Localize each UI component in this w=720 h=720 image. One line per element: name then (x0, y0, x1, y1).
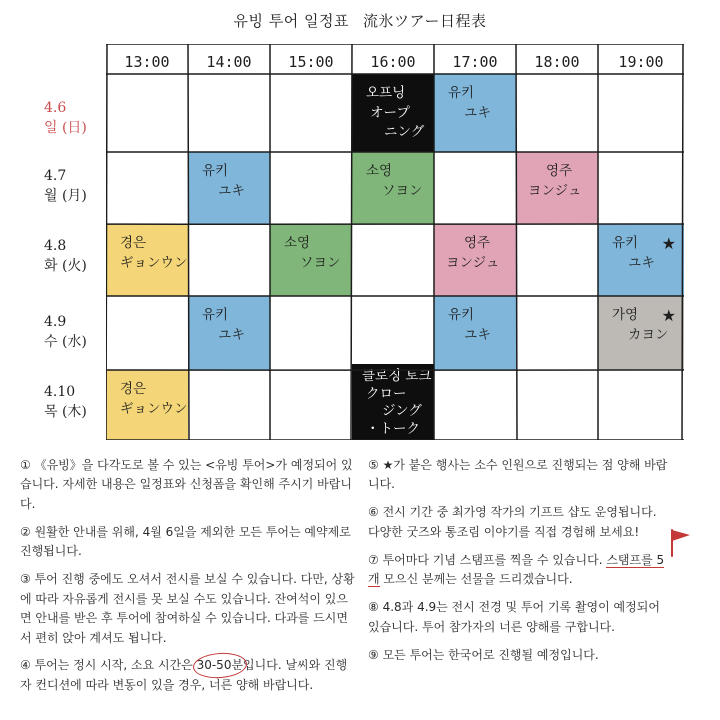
event-ja: ユキ (218, 182, 245, 199)
note-5: ⑤ ★가 붙은 행사는 소수 인원으로 진행되는 점 양해 바랍니다. (368, 458, 668, 492)
stamp-count-underlined: 스탬프를 5개 (368, 552, 665, 587)
star-icon: ★ (661, 234, 676, 253)
event-ja: ジング (382, 403, 422, 420)
event-ko: 클로징 토크 (362, 368, 432, 384)
notes-left (20, 456, 356, 704)
time-header: 14:00 (206, 53, 252, 71)
note-1: ① 《유빙》을 다각도로 볼 수 있는 <유빙 투어>가 예정되어 있습니다. 자세한 내용은 일정표와 신청폼을 확인해 주시기 바랍니다. (20, 458, 353, 511)
row-label-4-7 (44, 166, 104, 207)
event-yuki (188, 296, 270, 370)
event-soyoung (352, 152, 434, 224)
title-japanese: 流氷ツアー日程表 (362, 12, 487, 30)
event-ko: 유키 (202, 307, 229, 323)
event-ko: 오프닝 (366, 85, 406, 101)
event-ko: 유키 (448, 85, 475, 101)
row-label-4-9 (44, 312, 104, 353)
row-date: 4.6 (44, 100, 67, 116)
star-icon: ★ (661, 306, 676, 325)
event-ja: ユキ (628, 254, 655, 271)
event-closing-talk (352, 364, 434, 440)
row-day: 일 (日) (44, 120, 87, 137)
event-yuki (434, 74, 516, 152)
event-soyoung (270, 224, 352, 296)
event-ko: 소영 (366, 163, 393, 179)
event-ja: ユキ (464, 104, 491, 121)
row-date: 4.8 (44, 238, 67, 254)
event-ja: ユキ (464, 326, 491, 343)
event-ko: 영주 (546, 163, 573, 179)
event-ko: 유키 (612, 235, 639, 251)
schedule-grid (106, 44, 684, 440)
note-8: ⑧ 4.8과 4.9는 전시 전경 및 투어 기록 촬영이 예정되어 있습니다. 투어 참가자의 너른 양해를 구합니다. (368, 600, 660, 634)
event-kyungeun (106, 224, 188, 296)
note-3: ③ 투어 진행 중에도 오셔서 전시를 보실 수 있습니다. 다만, 상황에 따라 자유롭게 전시를 못 보실 수도 있습니다. 잔여석이 있으면 안내를 받은 후 투어에 참여하실 수 있습니다. 다과를 드시면서 편히 앉아 계셔도 됩니다. (20, 572, 355, 645)
duration-circled: 30-50분 (197, 656, 243, 675)
row-label-4-10 (44, 382, 104, 423)
event-yuki (188, 152, 270, 224)
event-ja: オープ (370, 104, 410, 121)
time-header: 15:00 (288, 53, 334, 71)
event-ko: 경은 (120, 235, 147, 251)
event-ko: 소영 (284, 235, 311, 251)
row-date: 4.10 (44, 384, 76, 400)
event-ja: ヨンジュ (528, 182, 582, 199)
event-yuki-small-group (598, 224, 684, 296)
page-title (0, 10, 720, 31)
time-header: 18:00 (534, 53, 580, 71)
event-ja: ニング (384, 124, 425, 141)
event-ko: 유키 (448, 307, 475, 323)
title-korean: 유빙 투어 일정표 (233, 12, 349, 30)
event-ja: ギョンウン (120, 254, 188, 271)
note-6: ⑥ 전시 기간 중 최가영 작가의 기프트 샵도 운영됩니다. 다양한 굿즈와 통조림 이야기를 직접 경험해 보세요! (368, 505, 657, 539)
time-header: 17:00 (452, 53, 498, 71)
note-2: ② 원활한 안내를 위해, 4월 6일을 제외한 모든 투어는 예약제로 진행됩니다. (20, 524, 351, 559)
row-day: 화 (火) (44, 258, 87, 275)
event-youngju (516, 152, 598, 224)
event-ja: ヨンジュ (446, 254, 500, 271)
event-ja: ・トーク (366, 420, 420, 437)
time-header: 13:00 (124, 53, 170, 71)
event-gayoung-small-group (598, 296, 684, 370)
event-kyungeun (106, 370, 188, 440)
row-day: 월 (月) (44, 188, 87, 205)
event-ja: カヨン (628, 326, 669, 343)
time-header: 16:00 (370, 53, 416, 71)
row-day: 목 (木) (44, 404, 87, 421)
note-4: ④ 투어는 정시 시작, 소요 시간은 30-50분입니다. 날씨와 진행자 컨디션에 따라 변동이 있을 경우, 너른 양해 바랍니다. (20, 658, 348, 692)
event-ja: ソヨン (382, 182, 423, 199)
notes-right (368, 456, 668, 673)
row-date: 4.7 (44, 168, 67, 184)
time-header: 19:00 (618, 53, 664, 71)
event-ko: 경은 (120, 381, 147, 397)
event-ja: クロー (366, 385, 407, 402)
note-7: ⑦ 투어마다 기념 스탬프를 찍을 수 있습니다. 스탬프를 5개 모으신 분께는 선물을 드리겠습니다. (368, 552, 665, 587)
row-day: 수 (水) (44, 334, 87, 351)
row-label-4-6 (44, 98, 104, 139)
row-date: 4.9 (44, 314, 67, 330)
red-flag-icon (668, 528, 698, 558)
event-ko: 유키 (202, 163, 229, 179)
event-ko: 영주 (464, 235, 491, 251)
event-yuki (434, 296, 516, 370)
event-ja: ギョンウン (120, 400, 188, 417)
event-ko: 가영 (612, 307, 639, 323)
event-ja: ユキ (218, 326, 245, 343)
note-9: ⑨ 모든 투어는 한국어로 진행될 예정입니다. (368, 647, 599, 662)
event-opening (352, 74, 434, 152)
row-label-4-8 (44, 236, 104, 277)
event-ja: ソヨン (300, 254, 341, 271)
event-youngju (434, 224, 516, 296)
